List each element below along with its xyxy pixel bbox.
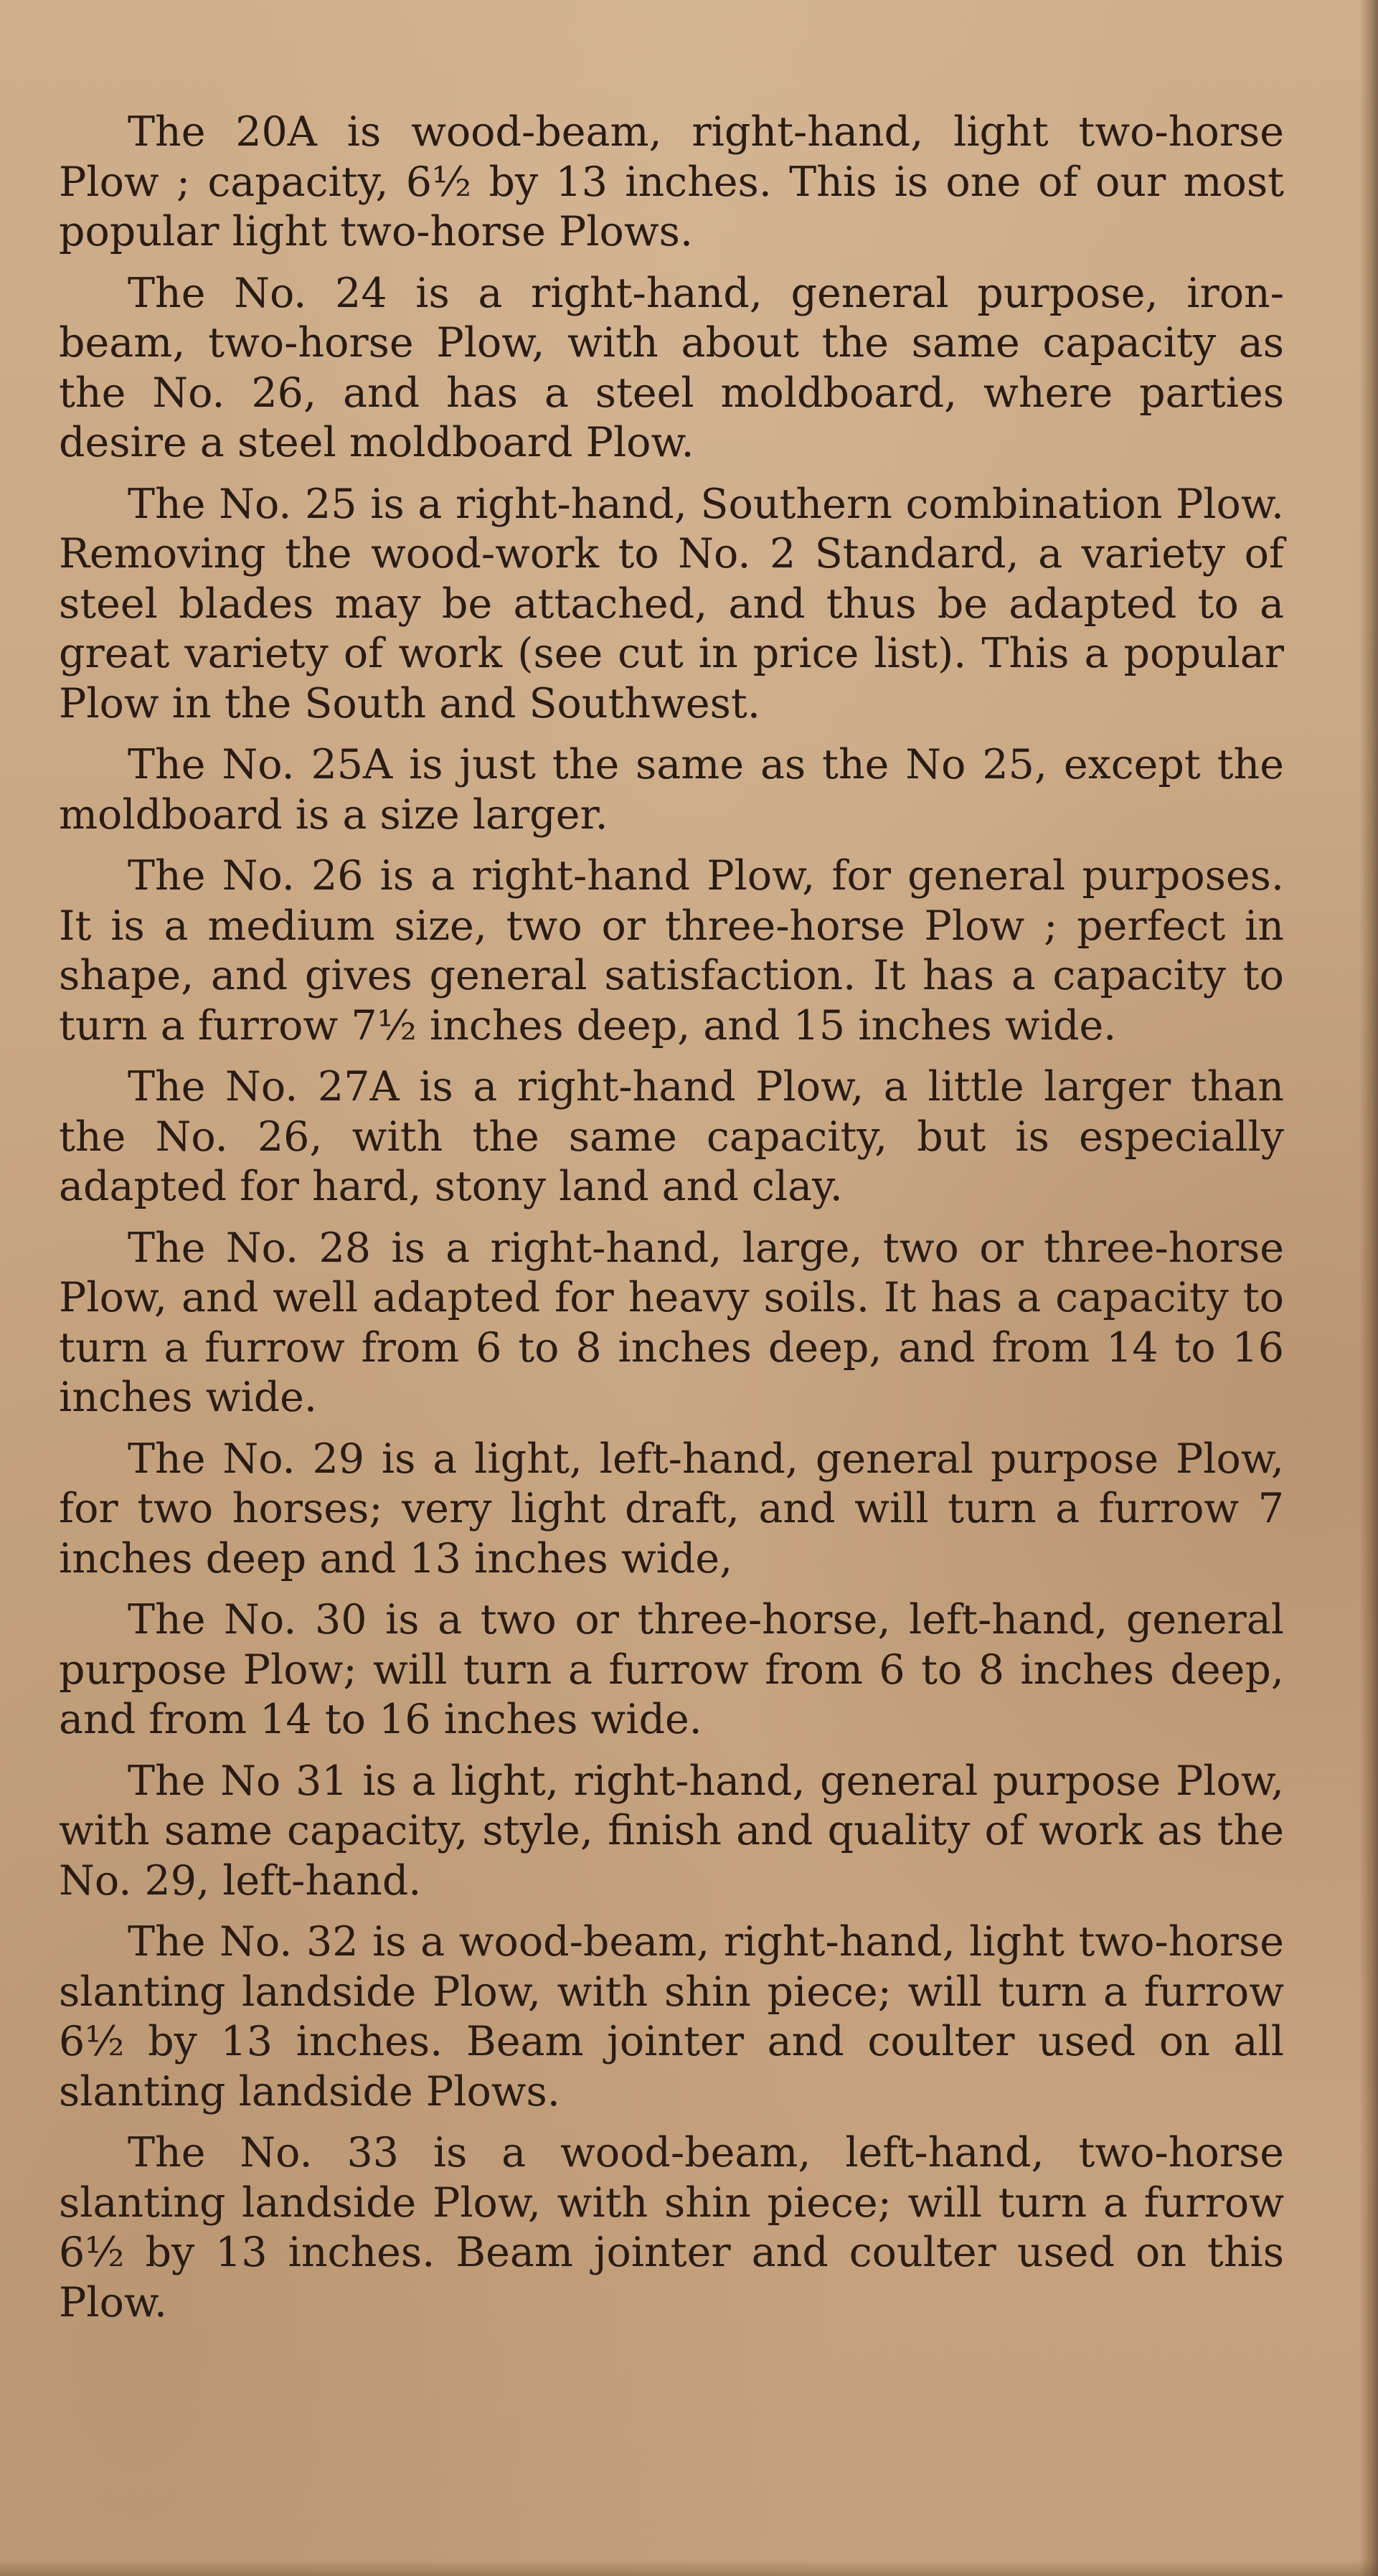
paragraph-no-30: The No. 30 is a two or three-horse, left-hand, general purpose Plow; will turn a furrow from 6 to 8 inches deep, and from 14 to 16 inches wide.: [59, 1596, 1284, 1743]
paragraph-no-25a: The No. 25A is just the same as the No 25, except the moldboard is a size larger.: [59, 741, 1284, 839]
page-edge-shadow: [1359, 0, 1378, 2576]
plow-descriptions: [59, 108, 1284, 2339]
paragraph-no-33: The No. 33 is a wood-beam, left-hand, two-horse slanting landside Plow, with shin piece; will turn a furrow 6½ by 13 inches. Beam jointer and coulter used on this Plow.: [59, 2129, 1284, 2326]
paragraph-no-31: The No 31 is a light, right-hand, general purpose Plow, with same capacity, style, finish and quality of work as the No. 29, left-hand.: [59, 1757, 1284, 1905]
paragraph-no-28: The No. 28 is a right-hand, large, two or three-horse Plow, and well adapted for heavy soils. It has a capacity to turn a furrow from 6 to 8 inches deep, and from 14 to 16 inches wide.: [59, 1224, 1284, 1421]
paragraph-no-29: The No. 29 is a light, left-hand, general purpose Plow, for two horses; very light draft, and will turn a furrow 7 inches deep and 13 inches wide,: [59, 1435, 1284, 1582]
paragraph-no-26: The No. 26 is a right-hand Plow, for general purposes. It is a medium size, two or three-horse Plow ; perfect in shape, and gives general satisfaction. It has a capacity to turn a furrow 7½ inches deep, and 15 inches wide.: [59, 852, 1284, 1049]
page-bottom-shadow: [0, 2560, 1378, 2576]
paragraph-20a: The 20A is wood-beam, right-hand, light two-horse Plow ; capacity, 6½ by 13 inches. This is one of our most popular light two-horse Plows.: [59, 108, 1284, 255]
paragraph-no-24: The No. 24 is a right-hand, general purpose, iron-beam, two-horse Plow, with about the same capacity as the No. 26, and has a steel moldboard, where parties desire a steel moldboard Plow.: [59, 269, 1284, 466]
paragraph-no-27a: The No. 27A is a right-hand Plow, a little larger than the No. 26, with the same capacity, but is especially adapted for hard, stony land and clay.: [59, 1063, 1284, 1210]
paragraph-no-25: The No. 25 is a right-hand, Southern combination Plow. Removing the wood-work to No. 2 Standard, a variety of steel blades may be attached, and thus be adapted to a great variety of work (see cut in price list). This a popular Plow in the South and Southwest.: [59, 480, 1284, 727]
paragraph-no-32: The No. 32 is a wood-beam, right-hand, light two-horse slanting landside Plow, with shin piece; will turn a furrow 6½ by 13 inches. Beam jointer and coulter used on all slanting landside Plows.: [59, 1918, 1284, 2115]
